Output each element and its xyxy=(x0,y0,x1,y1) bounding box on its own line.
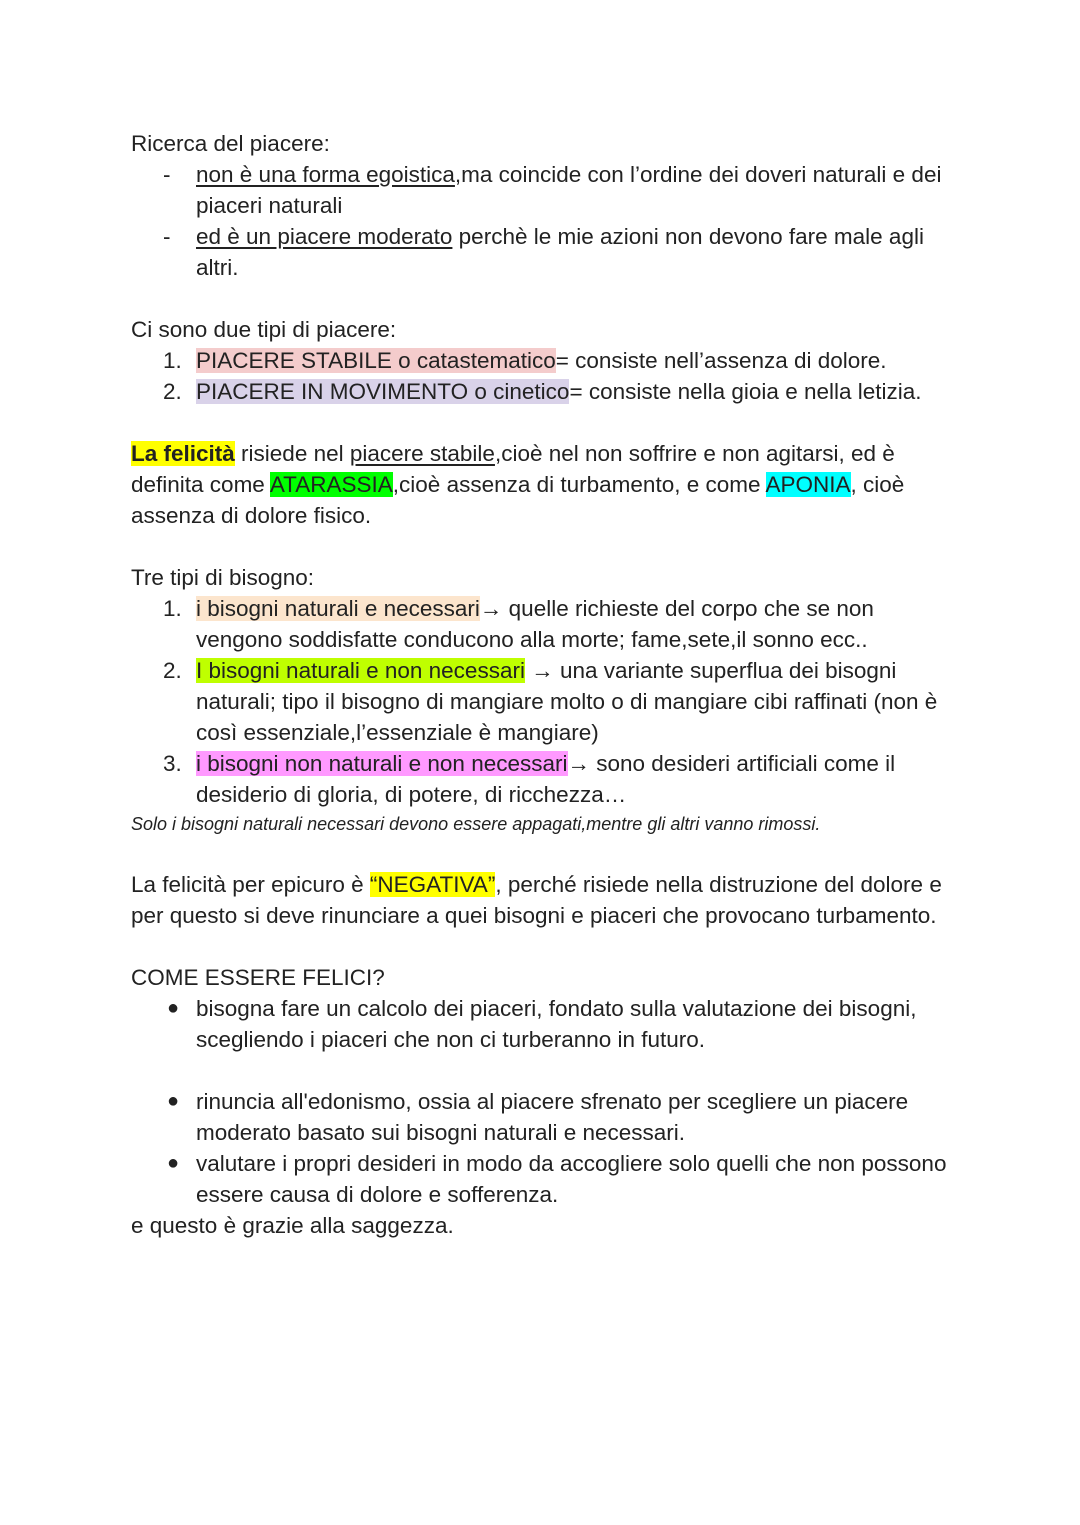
highlight-negativa: “NEGATIVA” xyxy=(369,872,496,897)
list-item xyxy=(131,993,961,1055)
number-marker: 3. xyxy=(163,751,182,776)
item-text: = consiste nella gioia e nella letizia. xyxy=(569,379,922,404)
item-text: perchè le mie azioni non devono fare male agli altri. xyxy=(196,224,924,280)
item-text: → sono desideri artificiali come il desiderio di gloria, di potere, di ricchezza… xyxy=(196,751,896,807)
underlined-text: piacere stabile xyxy=(349,441,495,466)
number-marker: 1. xyxy=(163,348,182,373)
section-title-tipi-piacere: Ci sono due tipi di piacere: xyxy=(131,317,397,342)
item-text: → quelle richieste del corpo che se non vengono soddisfatte conducono alla morte; fame,sete,il sonno ecc.. xyxy=(196,596,874,652)
highlight-bisogni-non-necessari: I bisogni naturali e non necessari xyxy=(196,658,525,683)
bullet-icon: ● xyxy=(167,1152,180,1174)
italic-note: Solo i bisogni naturali necessari devono essere appagati,mentre gli altri vanno rimossi. xyxy=(131,814,821,834)
closing-line: e questo è grazie alla saggezza. xyxy=(131,1213,454,1238)
item-text: bisogna fare un calcolo dei piaceri, fondato sulla valutazione dei bisogni, scegliendo i piaceri che non ci turberanno in futuro. xyxy=(196,996,917,1052)
paragraph-felicita: La felicità risiede nel piacere stabile,cioè nel non soffrire e non agitarsi, ed è definita come ATARASSIA,cioè assenza di turbamento, e come APONIA, cioè assenza di dolore fisico. xyxy=(131,441,905,528)
highlight-felicita: La felicità xyxy=(131,441,235,466)
section-title-bisogni: Tre tipi di bisogno: xyxy=(131,565,315,590)
list-item xyxy=(131,376,961,407)
section-title-come-essere-felici: COME ESSERE FELICI? xyxy=(131,965,385,990)
highlight-atarassia: ATARASSIA xyxy=(269,472,393,497)
list-item xyxy=(131,593,961,655)
document-body xyxy=(131,128,961,1241)
paragraph-negativa: La felicità per epicuro è “NEGATIVA”, perché risiede nella distruzione del dolore e per questo si deve rinunciare a quei bisogni e piaceri che provocano turbamento. xyxy=(131,872,942,928)
bullet-icon: ● xyxy=(167,997,180,1019)
item-text: valutare i propri desideri in modo da accogliere solo quelli che non possono essere causa di dolore e sofferenza. xyxy=(196,1151,947,1207)
list-item xyxy=(131,345,961,376)
item-text: rinuncia all'edonismo, ossia al piacere sfrenato per scegliere un piacere moderato basato sui bisogni naturali e necessari. xyxy=(196,1089,909,1145)
highlight-piacere-movimento: PIACERE IN MOVIMENTO o cinetico xyxy=(196,379,570,404)
section-title-ricerca: Ricerca del piacere: xyxy=(131,131,330,156)
highlight-bisogni-necessari: i bisogni naturali e necessari xyxy=(196,596,480,621)
underlined-text: non è una forma egoistica xyxy=(196,162,455,187)
list-item xyxy=(131,221,961,283)
dash-marker: - xyxy=(163,162,171,187)
number-marker: 2. xyxy=(163,379,182,404)
bullet-icon: ● xyxy=(167,1090,180,1112)
list-item xyxy=(131,1086,961,1148)
item-text: = consiste nell’assenza di dolore. xyxy=(555,348,887,373)
highlight-bisogni-non-naturali: i bisogni non naturali e non necessari xyxy=(196,751,568,776)
list-item xyxy=(131,1148,961,1210)
number-marker: 2. xyxy=(163,658,182,683)
dash-marker: - xyxy=(163,224,171,249)
highlight-aponia: APONIA xyxy=(765,472,851,497)
highlight-piacere-stabile: PIACERE STABILE o catastematico xyxy=(196,348,556,373)
list-item xyxy=(131,748,961,810)
item-text: ,ma coincide con l’ordine dei doveri naturali e dei piaceri naturali xyxy=(196,162,942,218)
list-item xyxy=(131,159,961,221)
number-marker: 1. xyxy=(163,596,182,621)
list-item xyxy=(131,655,961,748)
item-text: → una variante superflua dei bisogni naturali; tipo il bisogno di mangiare molto o di mangiare cibi raffinati (non è così essenziale,l’essenziale è mangiare) xyxy=(196,658,938,745)
underlined-text: ed è un piacere moderato xyxy=(196,224,453,249)
